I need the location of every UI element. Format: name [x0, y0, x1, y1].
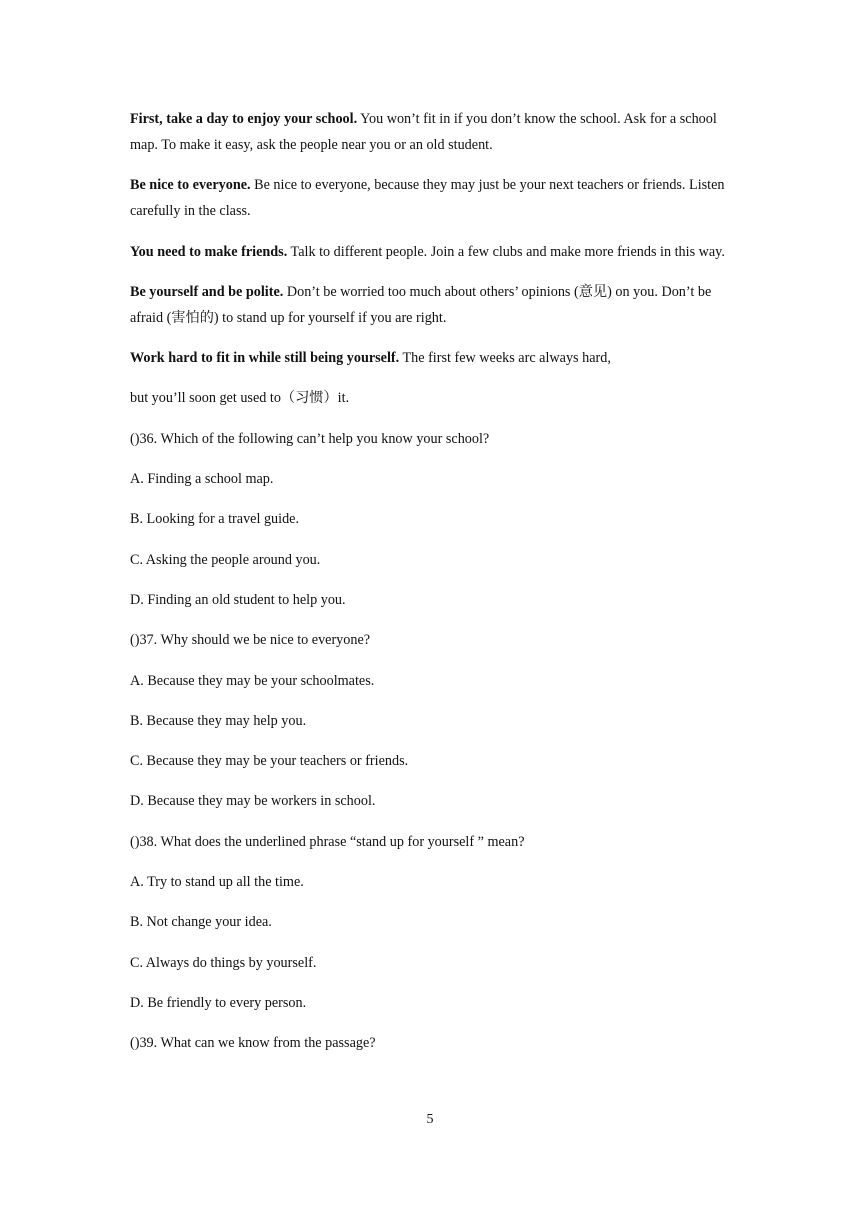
- question-stem: ()38. What does the underlined phrase “stand up for yourself ” mean?: [130, 833, 525, 850]
- passage-paragraph: [130, 172, 730, 224]
- question-stem: ()36. Which of the following can’t help you know your school?: [130, 430, 490, 447]
- page-content: [130, 106, 730, 1071]
- passage-paragraph: [130, 345, 730, 371]
- answer-option: D. Finding an old student to help you.: [130, 591, 346, 608]
- paragraph-heading: You need to make friends.: [130, 243, 288, 260]
- paragraph-heading: Work hard to fit in while still being yourself.: [130, 350, 400, 367]
- answer-option: C. Because they may be your teachers or friends.: [130, 753, 409, 770]
- paragraph-heading: Be yourself and be polite.: [130, 283, 284, 300]
- answer-option: B. Looking for a travel guide.: [130, 511, 300, 528]
- answer-option: C. Always do things by yourself.: [130, 954, 317, 971]
- answer-option: D. Because they may be workers in school.: [130, 793, 376, 810]
- paragraph-heading: First, take a day to enjoy your school.: [130, 111, 358, 127]
- question-stem: ()37. Why should we be nice to everyone?: [130, 632, 371, 649]
- passage-paragraph: [130, 106, 730, 158]
- page-number: 5: [426, 1112, 434, 1127]
- passage-continuation: but you’ll soon get used to（习惯）it.: [130, 390, 350, 407]
- answer-option: C. Asking the people around you.: [130, 551, 321, 568]
- question-stem: ()39. What can we know from the passage?: [130, 1035, 376, 1052]
- answer-option: B. Because they may help you.: [130, 712, 307, 729]
- paragraph-text: Don’t be worried too much about others’ opinions (意见) on you. Don’t be afraid (害怕的) to stand up for yourself if you are right.: [130, 283, 712, 326]
- answer-option: D. Be friendly to every person.: [130, 994, 307, 1011]
- answer-option: A. Finding a school map.: [130, 471, 274, 488]
- paragraph-text: You won’t fit in if you don’t know the school. Ask for a school map. To make it easy, ask the people near you or an old student.: [130, 111, 717, 153]
- paragraph-text: Be nice to everyone, because they may just be your next teachers or friends. Listen carefully in the class.: [130, 177, 725, 220]
- paragraph-text: Talk to different people. Join a few clubs and make more friends in this way.: [287, 243, 725, 260]
- answer-option: A. Try to stand up all the time.: [130, 874, 304, 891]
- paragraph-text: The first few weeks arc always hard,: [399, 350, 611, 367]
- passage-paragraph: [130, 279, 730, 331]
- passage-paragraph: [130, 239, 730, 265]
- answer-option: B. Not change your idea.: [130, 914, 272, 931]
- answer-option: A. Because they may be your schoolmates.: [130, 672, 375, 689]
- paragraph-heading: Be nice to everyone.: [130, 177, 251, 194]
